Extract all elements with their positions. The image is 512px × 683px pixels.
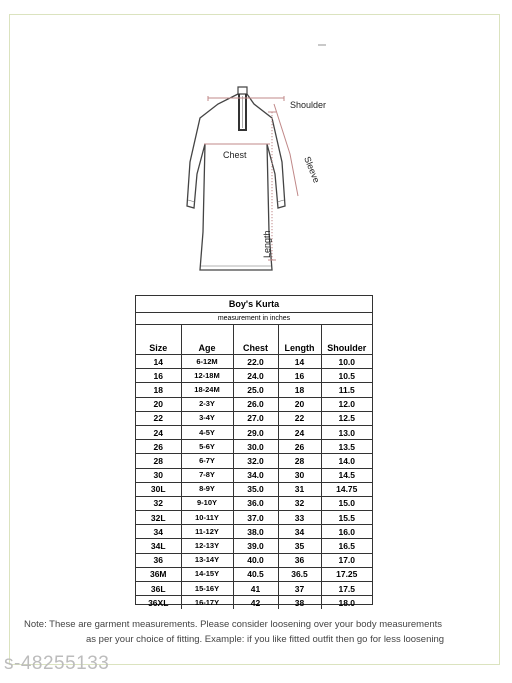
cell-chest: 30.0 (233, 440, 278, 454)
cell-length: 34 (278, 525, 321, 539)
cell-age: 14-15Y (181, 567, 233, 581)
cell-shoulder: 14.75 (321, 482, 372, 496)
sleeve-measure-line (274, 104, 298, 196)
cell-age: 15-16Y (181, 582, 233, 596)
size-chart-title: Boy's Kurta (136, 296, 372, 313)
chest-label: Chest (223, 150, 247, 160)
fitting-note (24, 617, 494, 647)
table-row (136, 539, 372, 553)
cell-shoulder: 10.5 (321, 369, 372, 383)
cell-shoulder: 13.5 (321, 440, 372, 454)
cell-size: 26 (136, 440, 181, 454)
cell-length: 14 (278, 355, 321, 369)
table-row (136, 355, 372, 369)
cell-chest: 34.0 (233, 468, 278, 482)
table-row (136, 425, 372, 439)
table-row (136, 596, 372, 610)
size-chart-body (136, 355, 372, 610)
table-row (136, 468, 372, 482)
cell-age: 6-12M (181, 355, 233, 369)
cell-age: 3-4Y (181, 411, 233, 425)
cell-size: 14 (136, 355, 181, 369)
cell-size: 34 (136, 525, 181, 539)
cell-shoulder: 16.0 (321, 525, 372, 539)
cell-chest: 36.0 (233, 496, 278, 510)
cell-length: 35 (278, 539, 321, 553)
column-header-age: Age (181, 325, 233, 355)
cell-age: 9-10Y (181, 496, 233, 510)
cell-age: 16-17Y (181, 596, 233, 610)
cell-length: 33 (278, 511, 321, 525)
cell-length: 24 (278, 425, 321, 439)
cell-chest: 40.0 (233, 553, 278, 567)
kurta-collar (238, 87, 247, 94)
cell-age: 18-24M (181, 383, 233, 397)
cell-size: 28 (136, 454, 181, 468)
cell-size: 36 (136, 553, 181, 567)
cell-shoulder: 10.0 (321, 355, 372, 369)
cell-age: 13-14Y (181, 553, 233, 567)
table-row (136, 482, 372, 496)
cell-age: 5-6Y (181, 440, 233, 454)
cell-age: 12-13Y (181, 539, 233, 553)
cell-length: 36 (278, 553, 321, 567)
cell-length: 36.5 (278, 567, 321, 581)
watermark: s-48255133 (4, 653, 110, 674)
cell-size: 36XL (136, 596, 181, 610)
table-row (136, 496, 372, 510)
cell-shoulder: 15.0 (321, 496, 372, 510)
cell-chest: 26.0 (233, 397, 278, 411)
cell-size: 36M (136, 567, 181, 581)
table-row (136, 440, 372, 454)
cell-size: 24 (136, 425, 181, 439)
cell-shoulder: 14.5 (321, 468, 372, 482)
cell-length: 38 (278, 596, 321, 610)
cell-shoulder: 16.5 (321, 539, 372, 553)
cell-chest: 40.5 (233, 567, 278, 581)
size-chart (135, 295, 373, 608)
cell-age: 2-3Y (181, 397, 233, 411)
cell-age: 7-8Y (181, 468, 233, 482)
cell-chest: 32.0 (233, 454, 278, 468)
cell-chest: 22.0 (233, 355, 278, 369)
table-row (136, 525, 372, 539)
cell-size: 32L (136, 511, 181, 525)
cell-length: 26 (278, 440, 321, 454)
cell-size: 32 (136, 496, 181, 510)
note-line-1: Note: These are garment measurements. Please consider loosening over your body measurements (24, 619, 443, 630)
table-row (136, 582, 372, 596)
cell-size: 22 (136, 411, 181, 425)
sleeve-label: Sleeve (302, 155, 322, 185)
cell-chest: 24.0 (233, 369, 278, 383)
cell-length: 28 (278, 454, 321, 468)
cell-length: 16 (278, 369, 321, 383)
cell-length: 18 (278, 383, 321, 397)
cell-size: 30L (136, 482, 181, 496)
column-header-length: Length (278, 325, 321, 355)
cell-shoulder: 17.5 (321, 582, 372, 596)
cell-chest: 25.0 (233, 383, 278, 397)
cell-shoulder: 18.0 (321, 596, 372, 610)
cell-size: 30 (136, 468, 181, 482)
cell-size: 36L (136, 582, 181, 596)
column-header-size: Size (136, 325, 181, 355)
cell-shoulder: 17.25 (321, 567, 372, 581)
table-row (136, 383, 372, 397)
cell-length: 31 (278, 482, 321, 496)
note-line-2: as per your choice of fitting. Example: if you like fitted outfit then go for less loosening (86, 634, 445, 645)
cell-shoulder: 14.0 (321, 454, 372, 468)
cell-chest: 42 (233, 596, 278, 610)
table-row (136, 454, 372, 468)
length-label: Length (262, 230, 272, 258)
table-row (136, 553, 372, 567)
cell-length: 22 (278, 411, 321, 425)
cell-size: 16 (136, 369, 181, 383)
cell-age: 12-18M (181, 369, 233, 383)
cell-shoulder: 17.0 (321, 553, 372, 567)
cell-chest: 27.0 (233, 411, 278, 425)
cell-length: 20 (278, 397, 321, 411)
cell-chest: 35.0 (233, 482, 278, 496)
cell-shoulder: 11.5 (321, 383, 372, 397)
table-row (136, 369, 372, 383)
cell-shoulder: 12.0 (321, 397, 372, 411)
cell-age: 8-9Y (181, 482, 233, 496)
cell-chest: 38.0 (233, 525, 278, 539)
cell-length: 32 (278, 496, 321, 510)
header-row (136, 325, 372, 355)
table-row (136, 397, 372, 411)
cell-age: 11-12Y (181, 525, 233, 539)
cell-chest: 29.0 (233, 425, 278, 439)
cell-length: 37 (278, 582, 321, 596)
column-header-chest: Chest (233, 325, 278, 355)
dash-mark (318, 44, 326, 52)
size-chart-subtitle: measurement in inches (136, 313, 372, 325)
cell-size: 20 (136, 397, 181, 411)
cell-chest: 37.0 (233, 511, 278, 525)
table-row (136, 411, 372, 425)
cell-age: 6-7Y (181, 454, 233, 468)
cell-age: 10-11Y (181, 511, 233, 525)
column-header-shoulder: Shoulder (321, 325, 372, 355)
cell-shoulder: 12.5 (321, 411, 372, 425)
table-row (136, 511, 372, 525)
cell-shoulder: 15.5 (321, 511, 372, 525)
cell-length: 30 (278, 468, 321, 482)
size-chart-grid (136, 325, 372, 609)
cell-chest: 41 (233, 582, 278, 596)
shoulder-label: Shoulder (290, 100, 327, 110)
kurta-diagram (160, 82, 360, 282)
cell-size: 34L (136, 539, 181, 553)
table-row (136, 567, 372, 581)
cell-age: 4-5Y (181, 425, 233, 439)
cell-size: 18 (136, 383, 181, 397)
cell-chest: 39.0 (233, 539, 278, 553)
cell-shoulder: 13.0 (321, 425, 372, 439)
